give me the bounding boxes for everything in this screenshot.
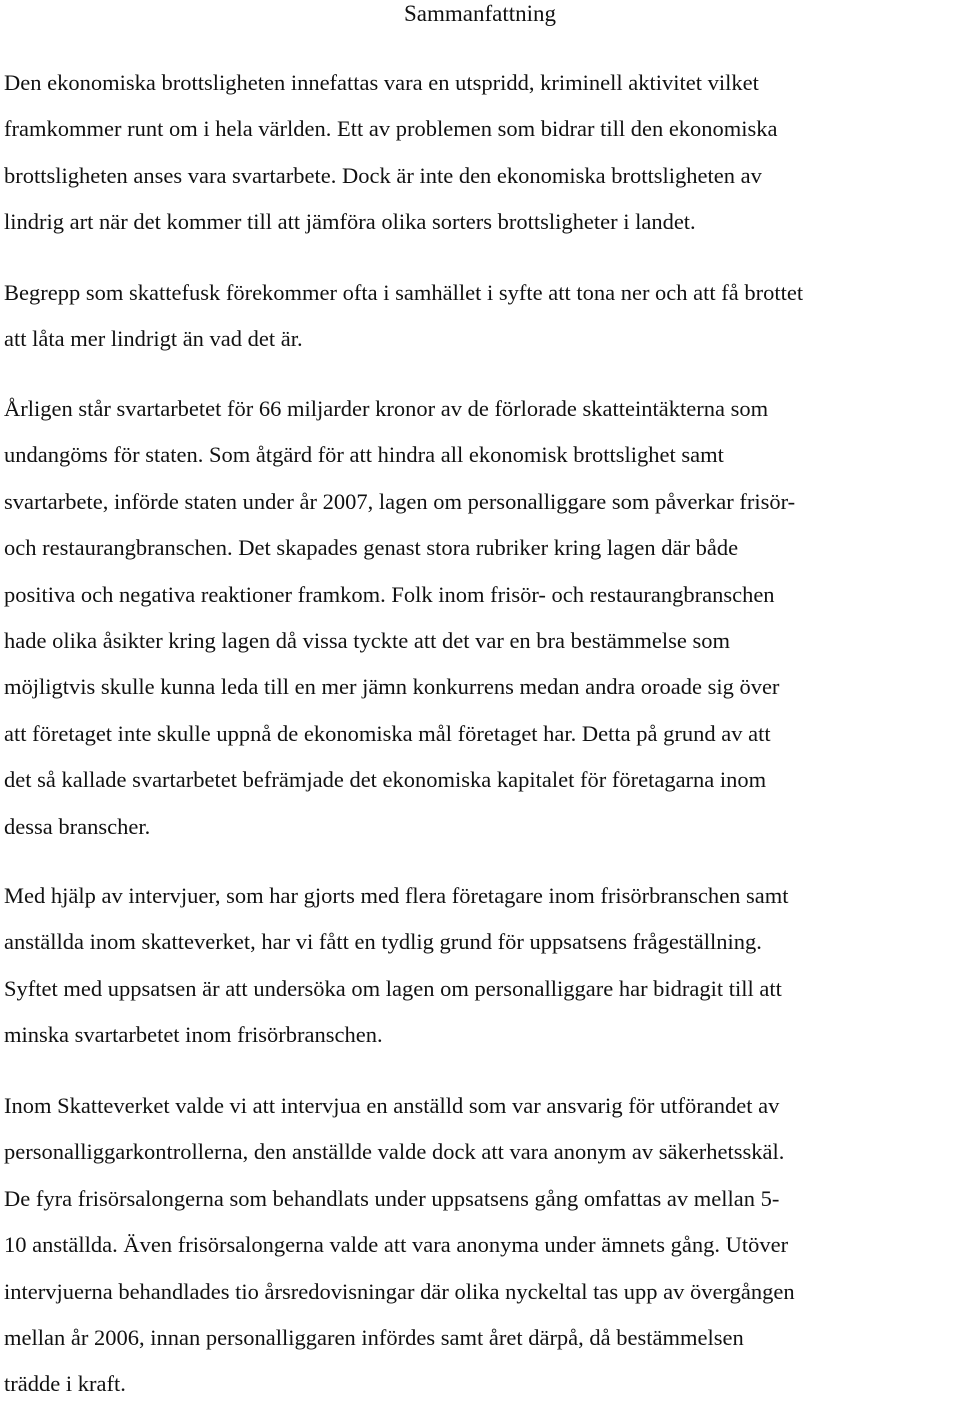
text-line: anställda inom skatteverket, har vi fått en tydlig grund för uppsatsens frågeställning.	[4, 929, 762, 955]
text-line: intervjuerna behandlades tio årsredovisningar där olika nyckeltal tas upp av övergången	[4, 1278, 795, 1304]
paragraph-3	[4, 386, 795, 850]
text-line: att företaget inte skulle uppnå de ekonomiska mål företaget har. Detta på grund av att	[4, 720, 771, 746]
text-line: mellan år 2006, innan personalliggaren infördes samt året därpå, då bestämmelsen	[4, 1325, 744, 1351]
paragraph-1	[4, 60, 778, 246]
text-line: trädde i kraft.	[4, 1371, 126, 1397]
text-line: möjligtvis skulle kunna leda till en mer jämn konkurrens medan andra oroade sig över	[4, 674, 780, 700]
text-line: det så kallade svartarbetet befrämjade det ekonomiska kapitalet för företagarna inom	[4, 767, 767, 793]
text-line: Den ekonomiska brottsligheten innefattas vara en utspridd, kriminell aktivitet vilket	[4, 70, 759, 95]
text-line: positiva och negativa reaktioner framkom. Folk inom frisör- och restaurangbranschen	[4, 581, 775, 607]
text-line: framkommer runt om i hela världen. Ett av problemen som bidrar till den ekonomiska	[4, 116, 778, 142]
text-line: personalliggarkontrollerna, den anställde valde dock att vara anonym av säkerhetsskäl.	[4, 1139, 785, 1165]
paragraph-5	[4, 1083, 795, 1408]
text-line: hade olika åsikter kring lagen då vissa tyckte att det var en bra bestämmelse som	[4, 628, 731, 654]
text-line: 10 anställda. Även frisörsalongerna valde att vara anonyma under ämnets gång. Utöver	[4, 1232, 789, 1258]
text-line: lindrig art när det kommer till att jämföra olika sorters brottsligheter i landet.	[4, 209, 696, 235]
text-line: undangöms för staten. Som åtgärd för att hindra all ekonomisk brottslighet samt	[4, 442, 724, 468]
text-line: dessa branscher.	[4, 813, 151, 839]
paragraph-4	[4, 873, 788, 1059]
page-title: Sammanfattning	[403, 1, 557, 26]
text-line: och restaurangbranschen. Det skapades genast stora rubriker kring lagen där både	[4, 535, 739, 561]
text-line: Med hjälp av intervjuer, som har gjorts med flera företagare inom frisörbranschen samt	[4, 883, 789, 908]
text-line: De fyra frisörsalongerna som behandlats under uppsatsens gång omfattas av mellan 5-	[4, 1185, 780, 1211]
text-line: Inom Skatteverket valde vi att intervjua en anställd som var ansvarig för utförandet av	[4, 1093, 780, 1118]
text-line: minska svartarbetet inom frisörbranschen.	[4, 1022, 383, 1048]
text-line: Begrepp som skattefusk förekommer ofta i samhället i syfte att tona ner och att få brottet	[4, 280, 804, 305]
text-line: svartarbete, införde staten under år 2007, lagen om personalliggare som påverkar frisör-	[4, 488, 796, 514]
paragraph-2	[4, 270, 803, 363]
text-line: Syftet med uppsatsen är att undersöka om lagen om personalliggare har bidragit till att	[4, 975, 782, 1001]
text-line: brottsligheten anses vara svartarbete. Dock är inte den ekonomiska brottsligheten av	[4, 162, 762, 188]
text-line: att låta mer lindrigt än vad det är.	[4, 326, 303, 352]
text-line: Årligen står svartarbetet för 66 miljarder kronor av de förlorade skatteintäkterna som	[4, 396, 769, 421]
